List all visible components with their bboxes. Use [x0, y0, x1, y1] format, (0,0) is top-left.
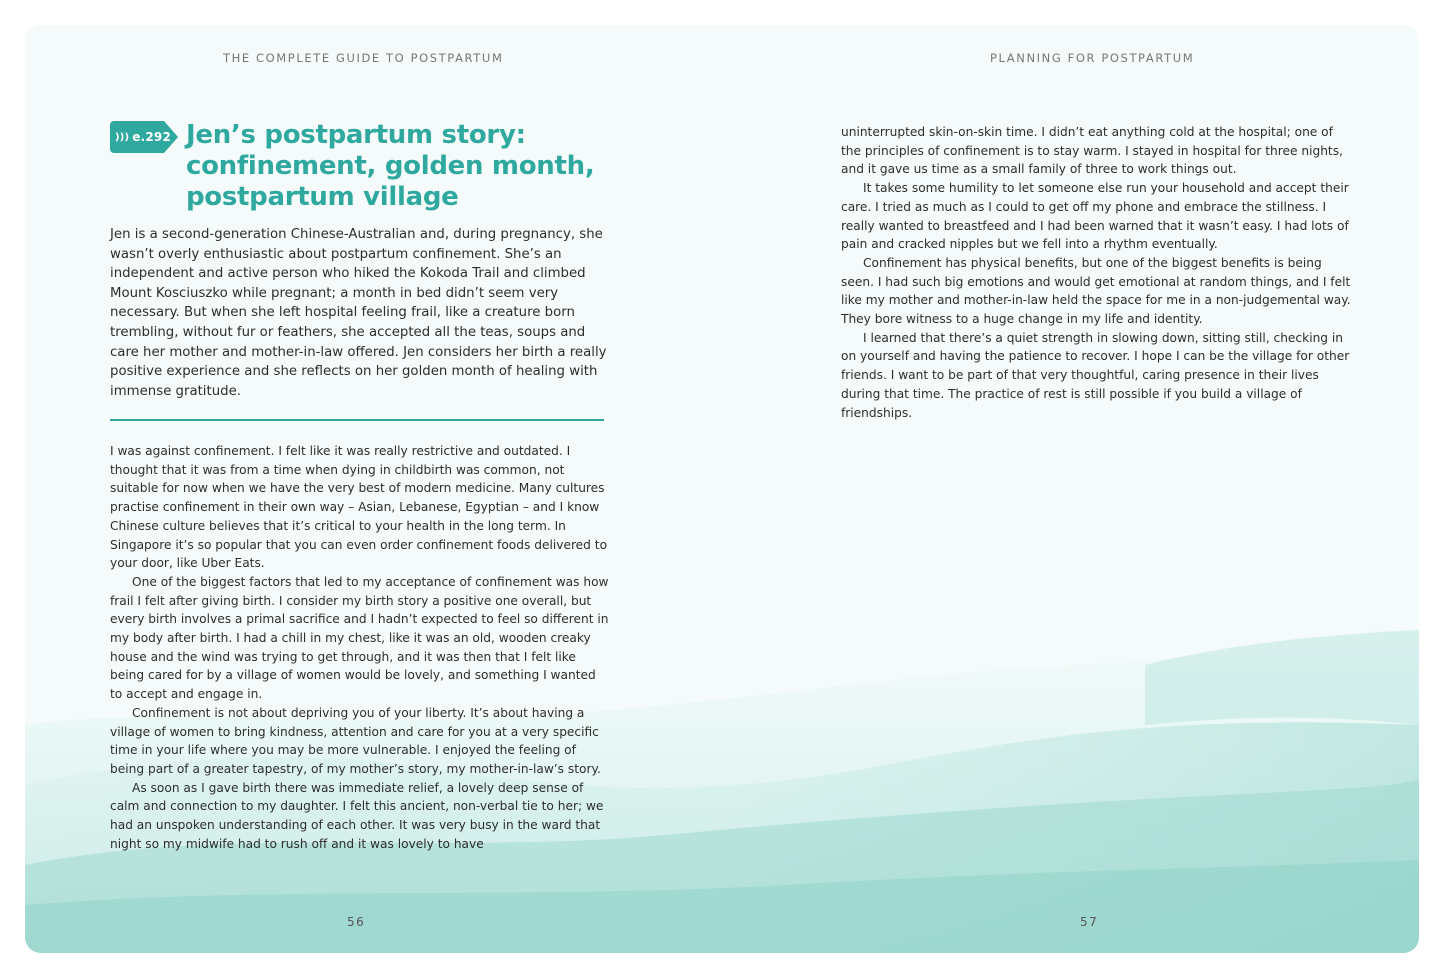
right-column-body	[841, 123, 1351, 422]
running-header-left: THE COMPLETE GUIDE TO POSTPARTUM	[223, 51, 504, 65]
body-paragraph: Confinement has physical benefits, but one of the biggest benefits is being seen. I had such big emotions and would get emotional at random things, and I felt like my mother and mother-in-law held the space for me in a non-judgemental way. They bore witness to a huge change in my life and identity.	[841, 255, 1351, 327]
running-header-right: PLANNING FOR POSTPARTUM	[990, 51, 1195, 65]
story-title	[186, 120, 626, 213]
body-paragraph: One of the biggest factors that led to my acceptance of confinement was how frail I felt after giving birth. I consider my birth story a positive one overall, but every birth involves a primal sacrifice and I hadn’t expected to feel so different in my body after birth. I had a chill in my chest, like it was an old, wooden creaky house and the wind was trying to get through, and it was then that I felt like being cared for by a village of women would be lovely, and something I wanted to accept and engage in.	[110, 574, 609, 702]
book-spread	[25, 25, 1419, 953]
left-column-body	[110, 442, 610, 853]
title-line-3: postpartum village	[186, 182, 459, 212]
body-paragraph: I was against confinement. I felt like it was really restrictive and outdated. I thought that it was from a time when dying in childbirth was common, not suitable for now when we have the very best of modern medicine. Many cultures practise confinement in their own way – Asian, Lebanese, Egyptian – and I know Chinese culture believes that it’s critical to your health in the long term. In Singapore it’s so popular that you can even order confinement foods delivered to your door, like Uber Eats.	[110, 444, 608, 571]
intro-paragraph: Jen is a second-generation Chinese-Australian and, during pregnancy, she wasn’t overly enthusiastic about postpartum confinement. She’s an independent and active person who hiked the Kokoda Trail and climbed Mount Kosciuszko while pregnant; a month in bed didn’t seem very necessary. But when she left hospital feeling frail, like a creature born trembling, without fur or feathers, she accepted all the teas, soups and care her mother and mother-in-law offered. Jen considers her birth a really positive experience and she reflects on her golden month of healing with immense gratitude.	[110, 227, 607, 399]
episode-number: e.292	[132, 130, 172, 144]
body-paragraph: I learned that there’s a quiet strength in slowing down, sitting still, checking in on yourself and having the patience to recover. I hope I can be the village for other friends. I want to be part of that very thoughtful, caring presence in their lives during that time. The practice of rest is still possible if you build a village of friendships.	[841, 330, 1350, 420]
audio-wave-icon: )))	[114, 131, 130, 143]
episode-badge	[110, 121, 178, 153]
title-line-2: confinement, golden month,	[186, 151, 595, 181]
section-divider	[110, 419, 604, 421]
body-paragraph: As soon as I gave birth there was immediate relief, a lovely deep sense of calm and connection to my daughter. I felt this ancient, non-verbal tie to her; we had an unspoken understanding of each other. It was very busy in the ward that night so my midwife had to rush off and it was lovely to have	[110, 780, 604, 851]
body-paragraph: It takes some humility to let someone else run your household and accept their care. I tried as much as I could to get off my phone and embrace the stillness. I really wanted to breastfeed and I had been warned that it wasn’t easy. I had lots of pain and cracked nipples but we fell into a rhythm eventually.	[841, 181, 1349, 252]
page-number-right: 57	[1080, 915, 1099, 929]
page-number-left: 56	[347, 915, 366, 929]
body-paragraph: uninterrupted skin-on-skin time. I didn’t eat anything cold at the hospital; one of the principles of confinement is to stay warm. I stayed in hospital for three nights, and it gave us time as a small family of three to work things out.	[841, 125, 1343, 177]
title-line-1: Jen’s postpartum story:	[186, 120, 526, 150]
body-paragraph: Confinement is not about depriving you of your liberty. It’s about having a village of women to bring kindness, attention and care for you at a very specific time in your life where you may be more vulnerable. I enjoyed the feeling of being part of a greater tapestry, of my mother’s story, my mother-in-law’s story.	[110, 705, 601, 776]
